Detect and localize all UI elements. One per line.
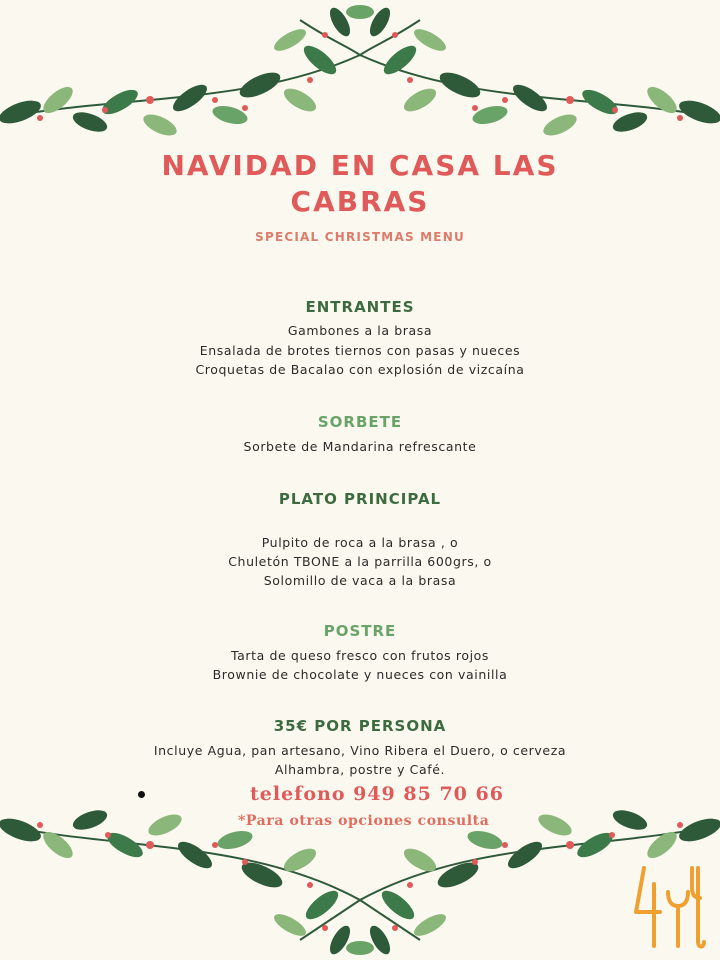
menu-item: Solomillo de vaca a la brasa	[263, 573, 457, 588]
menu-subtitle: SPECIAL CHRISTMAS MENU	[255, 230, 465, 244]
menu-item: Gambones a la brasa	[287, 323, 433, 338]
section-title-plato-principal: PLATO PRINCIPAL	[278, 490, 442, 508]
menu-item: Sorbete de Mandarina refrescante	[243, 439, 477, 454]
price-includes: Alhambra, postre y Café.	[274, 762, 446, 777]
bullet-dot	[138, 791, 145, 798]
leaf-garland-top	[0, 0, 720, 150]
menu-title-line1: NAVIDAD EN CASA LAS	[161, 149, 559, 182]
menu-item: Ensalada de brotes tiernos con pasas y nueces	[199, 343, 521, 358]
menu-item: Tarta de queso fresco con frutos rojos	[231, 648, 489, 663]
section-title-sorbete: SORBETE	[317, 413, 403, 431]
menu-item: Brownie de chocolate y nueces con vainilla	[212, 667, 508, 682]
section-title-entrantes: ENTRANTES	[305, 298, 415, 316]
section-title-precio: 35€ POR PERSONA	[273, 717, 447, 735]
phone-number[interactable]: telefono 949 85 70 66	[250, 783, 504, 805]
menu-item: Croquetas de Bacalao con explosión de vizcaína	[195, 362, 525, 377]
menu-item: Pulpito de roca a la brasa , o	[261, 535, 459, 550]
section-title-postre: POSTRE	[323, 622, 397, 640]
menu-title-line2: CABRAS	[290, 185, 430, 218]
menu-item: Chuletón TBONE a la parrilla 600grs, o	[228, 554, 492, 569]
price-includes: Incluye Agua, pan artesano, Vino Ribera el Duero, o cerveza	[153, 743, 567, 758]
consult-note: *Para otras opciones consulta	[238, 813, 490, 829]
fork-knife-logo-icon	[630, 862, 706, 952]
